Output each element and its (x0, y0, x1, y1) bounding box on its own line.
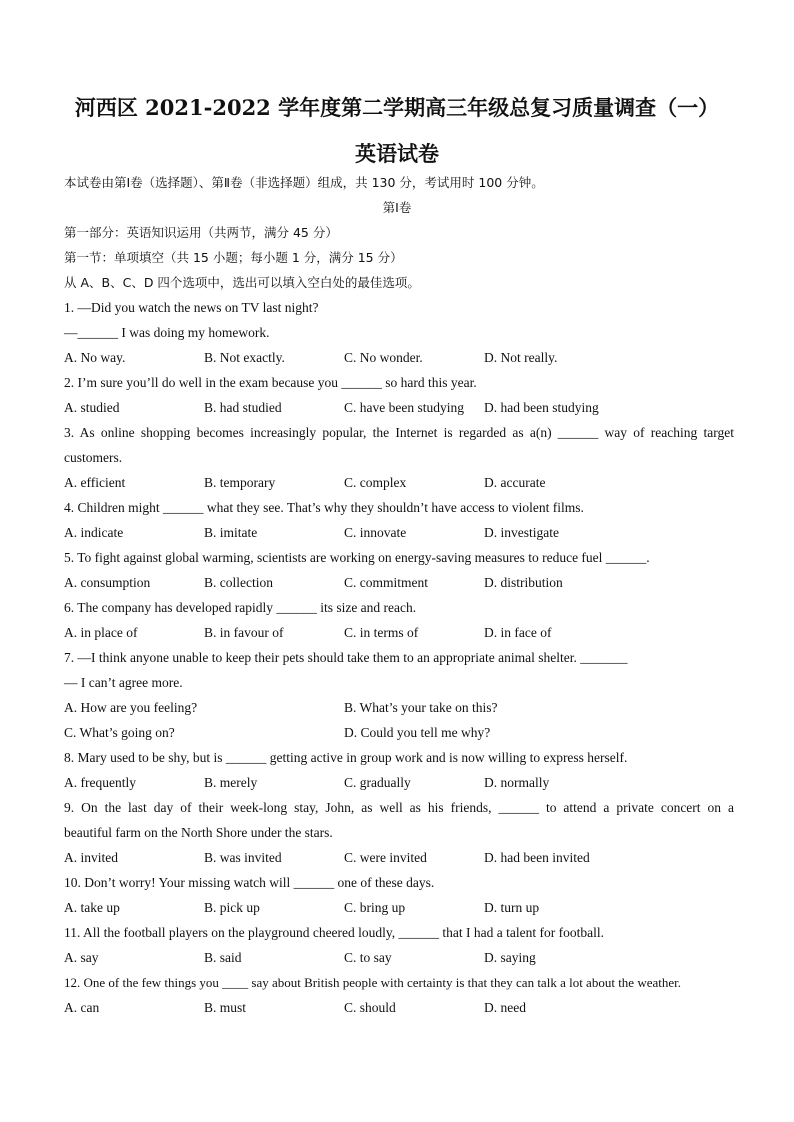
instruction-text: 从 A、B、C、D 四个选项中，选出可以填入空白处的最佳选项。 (64, 275, 420, 290)
option-d: D. normally (484, 775, 550, 790)
option-c: C. What’s going on? (64, 725, 175, 740)
exam-subtitle: 英语试卷 (355, 141, 439, 166)
option-d: D. need (484, 1000, 526, 1015)
option-a: A. in place of (64, 625, 138, 640)
option-c: C. bring up (344, 900, 406, 915)
question-11-stem: 11. All the football players on the playground cheered loudly, ______ that I had a talent for football. (64, 925, 604, 940)
option-a: A. studied (64, 400, 120, 415)
option-a: A. invited (64, 850, 118, 865)
question-11-options (64, 949, 744, 967)
option-a: A. consumption (64, 575, 151, 590)
question-3-stem-line2: customers. (64, 450, 123, 465)
option-c: C. complex (344, 475, 407, 490)
option-b: B. collection (204, 575, 273, 590)
question-12-stem: 12. One of the few things you ____ say about British people with certainty is that they can talk a lot about the weather. (64, 975, 681, 990)
question-6-options (64, 624, 744, 642)
question-7-stem: 7. —I think anyone unable to keep their pets should take them to an appropriate animal shelter. _______ (64, 650, 628, 665)
option-b: B. had studied (204, 400, 282, 415)
option-a: A. How are you feeling? (64, 700, 198, 715)
question-10-options (64, 899, 744, 917)
option-d: D. in face of (484, 625, 552, 640)
option-d: D. had been invited (484, 850, 590, 865)
option-c: C. in terms of (344, 625, 419, 640)
question-2-options (64, 399, 744, 417)
question-5-stem: 5. To fight against global warming, scientists are working on energy-saving measures to reduce fuel ______. (64, 550, 650, 565)
option-b: B. in favour of (204, 625, 284, 640)
option-a: A. say (64, 950, 99, 965)
option-a: A. indicate (64, 525, 124, 540)
option-c: C. have been studying (344, 400, 464, 415)
question-1-stem: 1. —Did you watch the news on TV last night? (64, 300, 319, 315)
option-d: D. had been studying (484, 400, 599, 415)
question-10-stem: 10. Don’t worry! Your missing watch will ______ one of these days. (64, 875, 435, 890)
question-7-stem-line2: — I can’t agree more. (64, 675, 183, 690)
question-1-options (64, 349, 744, 367)
option-b: B. said (204, 950, 242, 965)
question-4-options (64, 524, 744, 542)
option-b: B. imitate (204, 525, 258, 540)
question-8-options (64, 774, 744, 792)
question-1-stem-line2: —______ I was doing my homework. (64, 325, 270, 340)
option-c: C. were invited (344, 850, 427, 865)
option-a: A. efficient (64, 475, 126, 490)
option-b: B. pick up (204, 900, 260, 915)
option-c: C. gradually (344, 775, 411, 790)
question-5-options (64, 574, 744, 592)
volume-heading: 第Ⅰ卷 (382, 200, 412, 215)
question-4-stem: 4. Children might ______ what they see. That’s why they shouldn’t have access to violent films. (64, 500, 584, 515)
option-b: B. Not exactly. (204, 350, 285, 365)
option-c: C. should (344, 1000, 396, 1015)
question-8-stem: 8. Mary used to be shy, but is ______ getting active in group work and is now willing to express herself. (64, 750, 628, 765)
option-c: C. innovate (344, 525, 407, 540)
section-heading: 第一节：单项填空（共 15 小题；每小题 1 分，满分 15 分） (64, 250, 403, 265)
option-b: B. temporary (204, 475, 276, 490)
question-9-options (64, 849, 744, 867)
option-c: C. No wonder. (344, 350, 423, 365)
exam-description: 本试卷由第Ⅰ卷（选择题）、第Ⅱ卷（非选择题）组成，共 130 分，考试用时 100 分钟。 (64, 175, 544, 190)
option-b: B. must (204, 1000, 247, 1015)
question-9-stem-line2: beautiful farm on the North Shore under the stars. (64, 825, 333, 840)
option-c: C. to say (344, 950, 392, 965)
part-heading: 第一部分：英语知识运用（共两节，满分 45 分） (64, 225, 338, 240)
option-b: B. What’s your take on this? (344, 700, 498, 715)
question-6-stem: 6. The company has developed rapidly ______ its size and reach. (64, 600, 417, 615)
option-d: D. accurate (484, 475, 546, 490)
option-d: D. turn up (484, 900, 540, 915)
option-a: A. can (64, 1000, 100, 1015)
option-d: D. Not really. (484, 350, 558, 365)
question-2-stem: 2. I’m sure you’ll do well in the exam because you ______ so hard this year. (64, 375, 477, 390)
option-d: D. Could you tell me why? (344, 725, 491, 740)
option-c: C. commitment (344, 575, 428, 590)
option-b: B. was invited (204, 850, 282, 865)
question-3-options (64, 474, 744, 492)
option-b: B. merely (204, 775, 258, 790)
option-a: A. No way. (64, 350, 126, 365)
option-a: A. take up (64, 900, 120, 915)
exam-title: 河西区 2021-2022 学年度第二学期高三年级总复习质量调查（一） (74, 95, 720, 120)
question-3-stem: 3. As online shopping becomes increasingly popular, the Internet is regarded as a(n) ______ way of reaching target (64, 425, 734, 440)
question-7-options-row2 (64, 724, 744, 742)
question-9-stem: 9. On the last day of their week-long stay, John, as well as his friends, ______ to attend a private concert on a (64, 800, 734, 815)
option-a: A. frequently (64, 775, 136, 790)
option-d: D. distribution (484, 575, 563, 590)
option-d: D. investigate (484, 525, 559, 540)
option-d: D. saying (484, 950, 536, 965)
question-12-options (64, 999, 744, 1017)
question-7-options-row1 (64, 699, 744, 717)
